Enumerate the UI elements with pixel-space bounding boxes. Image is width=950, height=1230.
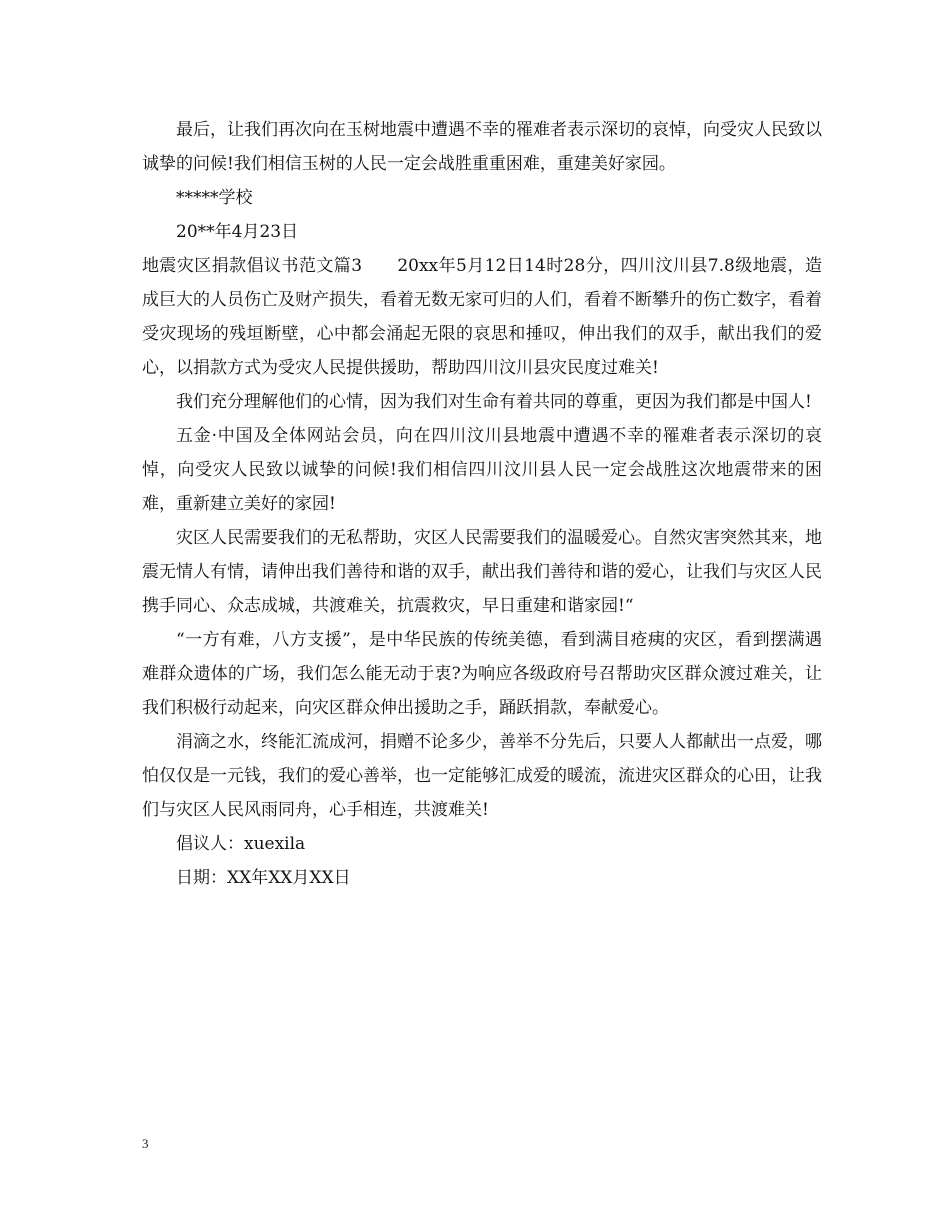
paragraph-school-signature: *****学校 bbox=[176, 188, 253, 208]
paragraph-appeal: 灾区人民需要我们的无私帮助，灾区人民需要我们的温暖爱心。自然灾害突然其来，地震无情人有情，请伸出我们善待和谐的双手，献出我们善待和谐的爱心，让我们与灾区人民携手同心、众志成城，共渡难关，抗震救灾，早日重建和谐家园!“ bbox=[142, 528, 822, 616]
paragraph-donation-call: 涓滴之水，终能汇流成河，捐赠不论多少，善举不分先后，只要人人都献出一点爱，哪怕仅仅是一元钱，我们的爱心善举，也一定能够汇成爱的暖流，流进灾区群众的心田，让我们与灾区人民风雨同舟，心手相连，共渡难关! bbox=[142, 732, 822, 820]
paragraph-date: 20**年4月23日 bbox=[176, 222, 299, 242]
paragraph-initiator: 倡议人：xuexila bbox=[176, 834, 306, 854]
paragraph-signoff-date: 日期：XX年XX月XX日 bbox=[176, 868, 351, 888]
paragraph-closing-remarks: 最后，让我们再次向在玉树地震中遭遇不幸的罹难者表示深切的哀悼，向受灾人民致以诚挚的问候!我们相信玉树的人民一定会战胜重重困难，重建美好家园。 bbox=[142, 120, 822, 174]
page-number: 3 bbox=[142, 1136, 149, 1151]
paragraph-article-3-intro: 地震灾区捐款倡议书范文篇3 20xx年5月12日14时28分，四川汶川县7.8级地震，造成巨大的人员伤亡及财产损失，看着无数无家可归的人们，看着不断攀升的伤亡数字，看着受灾现场的残垣断壁，心中都会涌起无限的哀思和捶叹，伸出我们的双手，献出我们的爱心，以捐款方式为受灾人民提供援助，帮助四川汶川县灾民度过难关! bbox=[142, 256, 822, 378]
paragraph-tradition: “一方有难，八方支援”，是中华民族的传统美德，看到满目疮痍的灾区，看到摆满遇难群众遗体的广场，我们怎么能无动于衷?为响应各级政府号召帮助灾区群众渡过难关，让我们积极行动起来，向灾区群众伸出援助之手，踊跃捐款，奉献爱心。 bbox=[142, 630, 822, 718]
document-body bbox=[142, 113, 822, 895]
paragraph-condolence: 五金·中国及全体网站会员，向在四川汶川县地震中遭遇不幸的罹难者表示深切的哀悼，向受灾人民致以诚挚的问候!我们相信四川汶川县人民一定会战胜这次地震带来的困难，重新建立美好的家园! bbox=[142, 426, 822, 514]
paragraph-understanding: 我们充分理解他们的心情，因为我们对生命有着共同的尊重，更因为我们都是中国人! bbox=[176, 392, 812, 412]
